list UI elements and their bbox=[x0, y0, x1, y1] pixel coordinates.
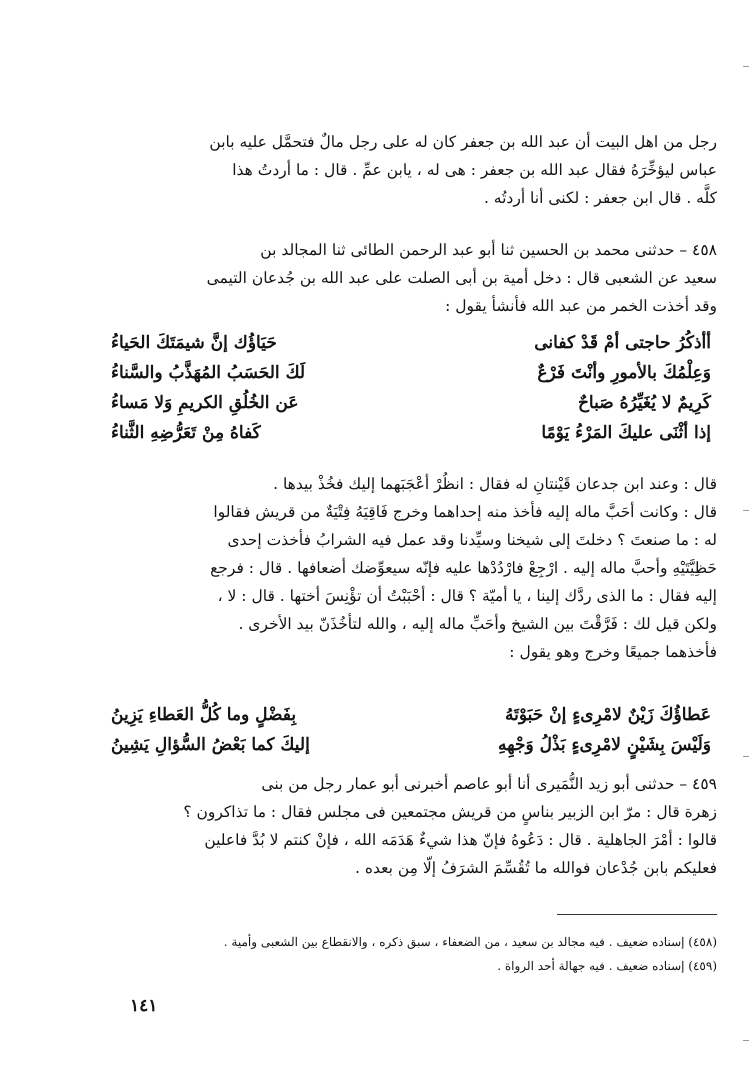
report-459-paragraph bbox=[105, 770, 717, 882]
poem-1 bbox=[111, 328, 711, 448]
scan-edge-mark bbox=[743, 1040, 749, 1041]
verse-line bbox=[111, 328, 711, 358]
scan-edge-mark bbox=[743, 66, 749, 67]
scan-edge-mark bbox=[743, 510, 749, 511]
text-line: وقد أخذت الخمر من عبد الله فأنشأ يقول : bbox=[445, 297, 717, 315]
verse-line bbox=[111, 388, 711, 418]
text-line: فأخذهما جميعًا وخرج وهو يقول : bbox=[509, 643, 717, 661]
text-line: قال : وكانت أحَبَّ ماله إليه فأخذ منه إحداهما وخرج فَاقِيَهُ فِتْيَةٌ من قريش فقالوا bbox=[213, 503, 717, 521]
footnote-divider bbox=[557, 914, 717, 915]
verse-line bbox=[111, 700, 711, 730]
hemistich-left: حَيَاؤُك إنَّ شيمَتَكَ الحَياءُ bbox=[111, 333, 277, 353]
narrative-paragraph bbox=[105, 470, 717, 666]
verse-line bbox=[111, 358, 711, 388]
hemistich-left: إليكَ كما بَعْضُ السُّؤالِ يَشِينُ bbox=[111, 735, 310, 755]
text-line: رجل من اهل البيت أن عبد الله بن جعفر كان له على رجل مالٌ فتحمَّل عليه بابن bbox=[209, 133, 717, 151]
hemistich-left: كَفاهُ مِنْ تَعَرُّضِهِ الثَّناءُ bbox=[111, 423, 261, 443]
text-line: زهرة قال : مرّ ابن الزبير بناسٍ من قريش مجتمعين فى مجلس فقال : ما تذاكرون ؟ bbox=[183, 803, 717, 821]
text-line: قال : وعند ابن جدعان قَيْنتانِ له فقال : انظُرْ أعْجَبَهما إليك فخُذْ بيدها . bbox=[273, 475, 717, 493]
footnote: (٤٥٨) إسناده ضعيف . فيه مجالد بن سعيد ، من الضعفاء ، سبق ذكره ، والانقطاع بين الشعبى وأمية . bbox=[223, 935, 717, 949]
verse-line bbox=[111, 730, 711, 760]
hemistich-right: كَرِيمٌ لا يُغَيِّرُهُ صَباحٌ bbox=[577, 393, 711, 413]
text-line: كلَّه . قال ابن جعفر : لكنى أنا أردتُه . bbox=[483, 189, 717, 207]
hemistich-left: عَن الخُلُقِ الكريمِ وَلا مَساءُ bbox=[111, 393, 299, 413]
text-line: له : ما صنعتَ ؟ دخلتَ إلى شيخنا وسيِّدنا وقد عمل فيه الشرابُ فأخذت إحدى bbox=[227, 531, 717, 549]
intro-paragraph bbox=[105, 128, 717, 212]
text-line: فعليكم بابن جُدْعان فوالله ما تُقُسِّمَ الشرَفُ إلّا مِن بعده . bbox=[355, 859, 717, 877]
page-number: ١٤١ bbox=[130, 996, 158, 1016]
report-458-paragraph bbox=[105, 236, 717, 320]
text-line: ٤٥٩ – حدثنى أبو زيد النُّمَيرى أنا أبو عاصم أخبرنى أبو عمار رجل من بنى bbox=[261, 775, 717, 793]
hemistich-left: لَكَ الحَسَبُ المُهَذَّبُ والسَّناءُ bbox=[111, 363, 306, 383]
text-line: ولكن قيل لك : فَرَّقْتَ بين الشيخ وأحَبِّ ماله إليه ، والله لتأخُذَنّ بيد الأخرى . bbox=[238, 615, 717, 633]
footnote: (٤٥٩) إسناده ضعيف . فيه جهالة أحد الرواة . bbox=[497, 959, 717, 973]
hemistich-right: عَطاؤُكَ زَيْنٌ لامْرِىءٍ إنْ حَبَوْتَهُ bbox=[504, 705, 711, 725]
text-line: ٤٥٨ – حدثنى محمد بن الحسين ثنا أبو عبد الرحمن الطائى ثنا المجالد بن bbox=[260, 241, 717, 259]
text-line: قالوا : أمْرَ الجاهلية . قال : دَعُوهُ فإنّ هذا شيءٌ هَدَمَه الله ، فإنْ كنتم لا بُدَّ فاعلين bbox=[204, 831, 717, 849]
footnotes bbox=[105, 930, 717, 978]
hemistich-right: وَلَيْسَ بِشَيْنٍ لامْرِىءٍ بَذْلُ وَجْهِهِ bbox=[498, 735, 711, 755]
hemistich-right: أأذكُرُ حاجتى أمْ قَدْ كفانى bbox=[534, 333, 711, 353]
poem-2 bbox=[111, 700, 711, 760]
text-line: حَظِيَّتَيْهِ وأحبَّ ماله إليه . ارْجِعْ فارْدُدْها عليه فإنّه سيعوِّضك أضعافها . قال : فرجع bbox=[210, 559, 717, 577]
text-line: إليه فقال : ما الذى ردَّك إلينا ، يا أميّة ؟ قال : أحْبَبْتُ أن تؤْنِسَ أختها . قال : لا ، bbox=[217, 587, 717, 605]
hemistich-right: وَعِلْمُكَ بالأمورِ وأنْتَ فَرْعٌ bbox=[537, 363, 711, 383]
scan-edge-mark bbox=[743, 756, 749, 757]
verse-line bbox=[111, 418, 711, 448]
text-line: عباس ليؤخِّرَهُ فقال عبد الله بن جعفر : هى له ، يابن عمِّ . قال : ما أردتُ هذا bbox=[232, 161, 717, 179]
hemistich-right: إذا أثْنَى عليكَ المَرْءُ يَوْمًا bbox=[541, 423, 711, 443]
text-line: سعيد عن الشعبى قال : دخل أمية بن أبى الصلت على عبد الله بن جُدعان التيمى bbox=[206, 269, 717, 287]
hemistich-left: بِفَضْلٍ وما كُلُّ العَطاءِ يَزِينُ bbox=[111, 705, 297, 725]
